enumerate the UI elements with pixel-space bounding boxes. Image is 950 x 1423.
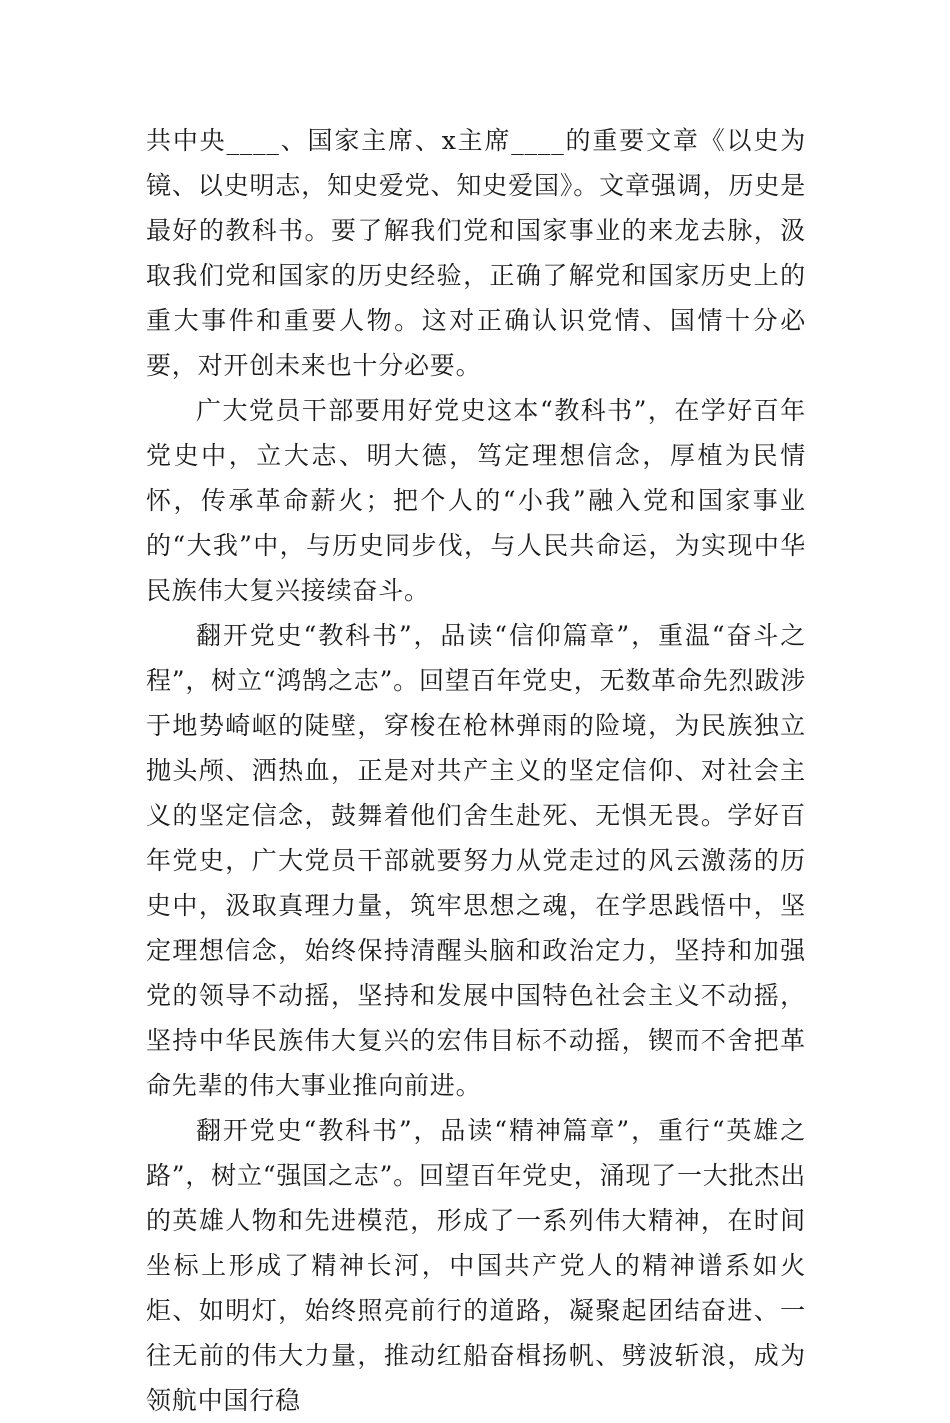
paragraph-study-party-history: 广大党员干部要用好党史这本“教科书”，在学好百年党史中，立大志、明大德，笃定理想信念，厚植为民情怀，传承革命薪火；把个人的“小我”融入党和国家事业的“大我”中，与历史同步伐，与人民共命运，为实现中华民族伟大复兴接续奋斗。 xyxy=(146,396,806,605)
paragraph-continued: 共中央____、国家主席、x主席____的重要文章《以史为镜、以史明志，知史爱党、知史爱国》。文章强调，历史是最好的教科书。要了解我们党和国家事业的来龙去脉，汲取我们党和国家的历史经验，正确了解党和国家历史上的重大事件和重要人物。这对正确认识党情、国情十分必要，对开创未来也十分必要。 xyxy=(146,126,806,380)
paragraph-faith-chapter: 翻开党史“教科书”，品读“信仰篇章”，重温“奋斗之程”，树立“鸿鹄之志”。回望百年党史，无数革命先烈跋涉于地势崎岖的陡壁，穿梭在枪林弹雨的险境，为民族独立抛头颅、洒热血，正是对共产主义的坚定信仰、对社会主义的坚定信念，鼓舞着他们舍生赴死、无惧无畏。学好百年党史，广大党员干部就要努力从党走过的风云激荡的历史中，汲取真理力量，筑牢思想之魂，在学思践悟中，坚定理想信念，始终保持清醒头脑和政治定力，坚持和加强党的领导不动摇，坚持和发展中国特色社会主义不动摇，坚持中华民族伟大复兴的宏伟目标不动摇，锲而不舍把革命先辈的伟大事业推向前进。 xyxy=(146,621,806,1100)
paragraph-spirit-chapter: 翻开党史“教科书”，品读“精神篇章”，重行“英雄之路”，树立“强国之志”。回望百年党史，涌现了一大批杰出的英雄人物和先进模范，形成了一系列伟大精神，在时间坐标上形成了精神长河，中国共产党人的精神谱系如火炬、如明灯，始终照亮前行的道路，凝聚起团结奋进、一往无前的伟大力量，推动红船奋楫扬帆、劈波斩浪，成为领航中国行稳 xyxy=(146,1116,806,1415)
article-body xyxy=(146,118,806,1423)
